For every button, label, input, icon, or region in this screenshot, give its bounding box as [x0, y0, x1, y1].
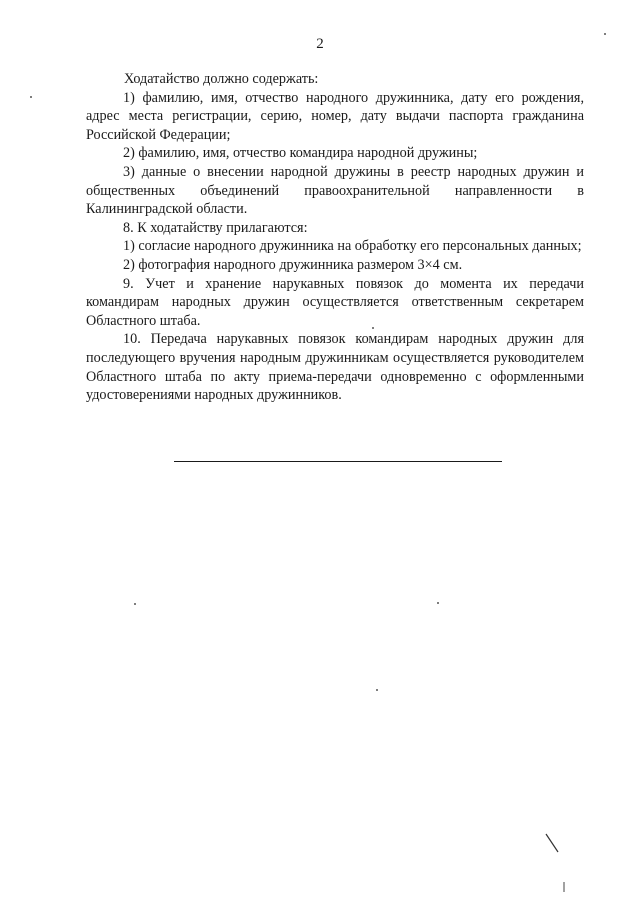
paragraph-petition-contents: Ходатайство должно содержать: — [124, 71, 319, 87]
scan-speck — [376, 689, 378, 691]
page-number: 2 — [316, 36, 324, 52]
paragraph-section-8: 8. К ходатайству прилагаются: — [123, 219, 308, 236]
paragraph-item-2-commander: 2) фамилию, имя, отчество командира народной дружины; — [123, 145, 478, 162]
scan-speck — [437, 602, 439, 604]
scan-speck — [604, 33, 606, 35]
document-body — [86, 70, 584, 405]
paragraph-section-9: 9. Учет и хранение нарукавных повязок до момента их передачи командирам народных дружин осуществляется ответственным секретарем Областного штаба. — [86, 275, 584, 329]
paragraph-section-8-item-1: 1) согласие народного дружинника на обработку его персональных данных; — [123, 238, 582, 255]
scan-speck — [372, 327, 374, 329]
end-divider-line — [174, 461, 502, 462]
paragraph-section-8-item-2: 2) фотография народного дружинника размером 3×4 см. — [123, 256, 463, 273]
scan-speck — [30, 96, 32, 98]
paragraph-item-3-registry: 3) данные о внесении народной дружины в реестр народных дружин и общественных объединений правоохранительной направленности в Калининградской области. — [86, 163, 584, 218]
paragraph-section-10: 10. Передача нарукавных повязок командирам народных дружин для последующего вручения народным дружинникам осуществляется руководителем Областного штаба по акту приема-передачи одновременно с оформленными удостоверениями народных дружинников. — [86, 331, 584, 404]
paragraph-item-1-personal-data: 1) фамилию, имя, отчество народного дружинника, дату его рождения, адрес места регистрации, серию, номер, дату выдачи паспорта гражданина Российской Федерации; — [86, 89, 584, 143]
scan-speck — [134, 603, 136, 605]
scan-stroke-mark — [540, 826, 570, 896]
